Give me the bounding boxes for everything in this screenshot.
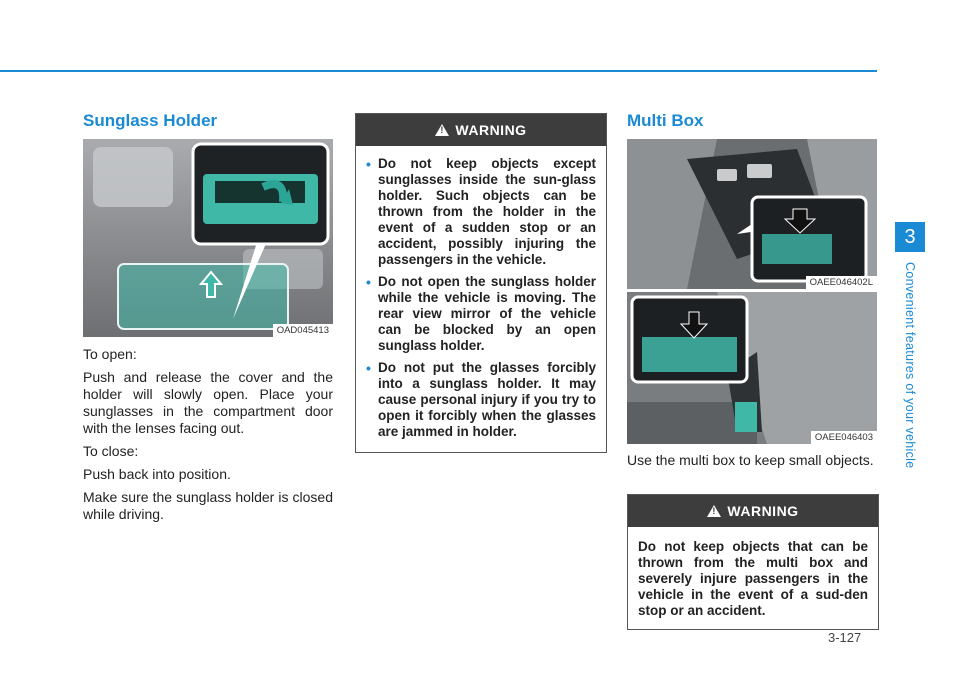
warning-triangle-icon xyxy=(435,124,449,136)
warning-item: • Do not open the sunglass holder while the vehicle is moving. The rear view mirror of the vehicle can be blocked by an open sunglass holder. xyxy=(366,274,596,354)
warning-header xyxy=(628,495,878,527)
sunglass-holder-image xyxy=(83,139,333,337)
sunglass-heading: Sunglass Holder xyxy=(83,111,218,130)
warning-title: WARNING xyxy=(727,503,799,519)
multibox-image-1-caption: OAEE046402L xyxy=(806,276,877,289)
chapter-number: 3 xyxy=(895,222,925,252)
multibox-paragraph: Use the multi box to keep small objects. xyxy=(627,452,874,468)
top-rule xyxy=(0,70,877,72)
multibox-illustration-1 xyxy=(627,139,877,289)
warning-body xyxy=(356,146,606,454)
warning-item: • Do not keep objects except sunglasses inside the sun-glass holder. Such objects can be thrown from the holder in the event of a sudden stop or an accident, possibly injuring the passengers in the vehicle. xyxy=(366,156,596,268)
sunglass-paragraph: Push and release the cover and the holder will slowly open. Place your sunglasses in the compartment door with the lenses facing out. xyxy=(83,369,333,436)
sunglass-paragraph: To open: xyxy=(83,346,137,362)
multibox-text xyxy=(627,452,877,475)
multibox-image-1 xyxy=(627,139,877,289)
warning-body xyxy=(628,527,878,627)
sunglass-paragraph: To close: xyxy=(83,443,139,459)
warning-item: • Do not put the glasses forcibly into a sunglass holder. It may cause personal injury if you try to open it forcibly when the glasses are jammed in holder. xyxy=(366,360,596,440)
warning-triangle-icon xyxy=(707,505,721,517)
multibox-image-2-caption: OAEE046403 xyxy=(811,431,877,444)
sunglass-paragraph: Make sure the sunglass holder is closed while driving. xyxy=(83,489,333,522)
sunglass-image-caption: OAD045413 xyxy=(273,324,333,337)
multibox-heading: Multi Box xyxy=(627,111,704,130)
warning-header xyxy=(356,114,606,146)
sunglass-paragraph: Push back into position. xyxy=(83,466,231,482)
warning-title: WARNING xyxy=(455,122,527,138)
multibox-image-2 xyxy=(627,292,877,444)
warning-text: Do not keep objects that can be thrown from the multi box and severely injure passengers in the vehicle in the event of a sud-den stop or an accident. xyxy=(638,539,868,618)
chapter-title: Convenient features of your vehicle xyxy=(903,262,917,469)
multibox-warning-box xyxy=(627,494,879,630)
page-number: 3-127 xyxy=(828,630,862,645)
sunglass-holder-illustration xyxy=(83,139,333,337)
multibox-illustration-2 xyxy=(627,292,877,444)
sunglass-text xyxy=(83,346,333,529)
sunglass-warning-box xyxy=(355,113,607,453)
